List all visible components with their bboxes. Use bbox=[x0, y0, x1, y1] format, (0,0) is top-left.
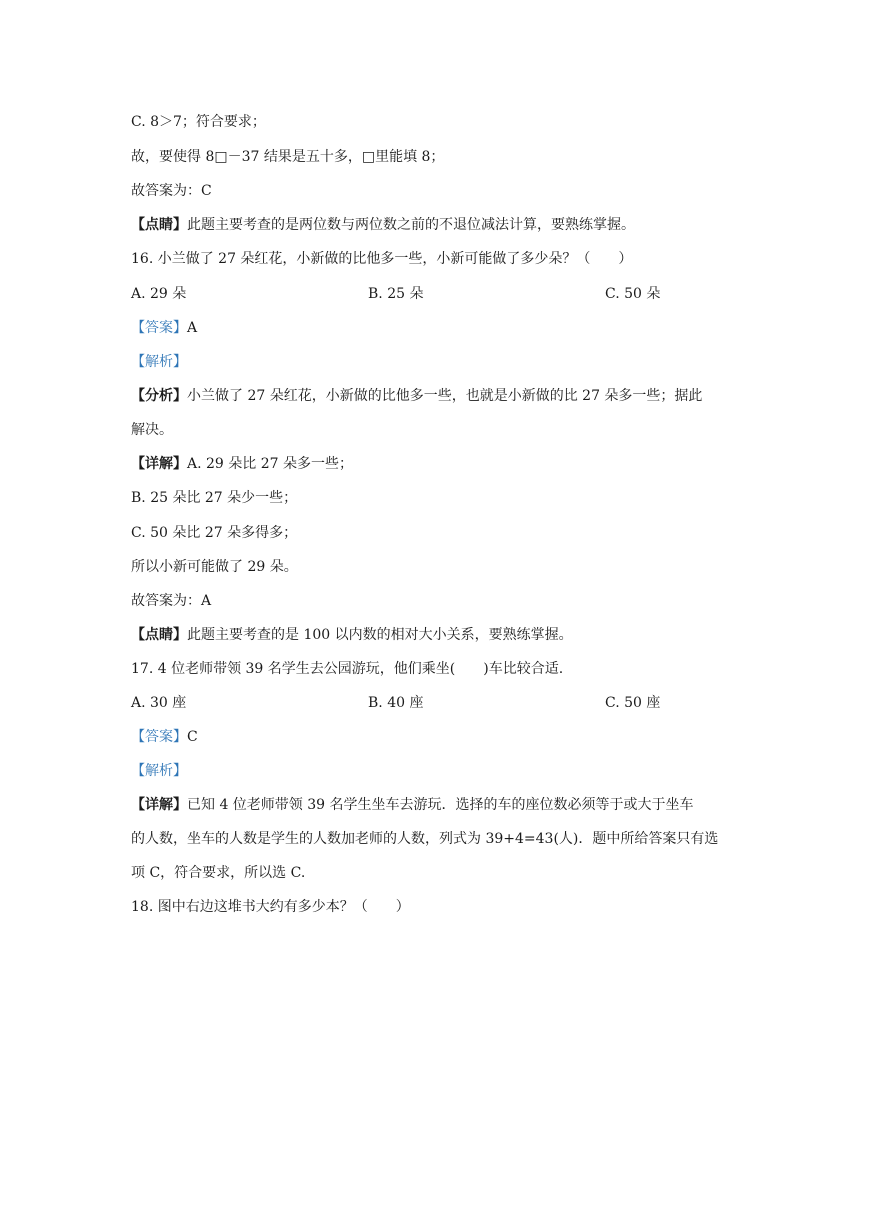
text-line: C. 8＞7；符合要求； bbox=[131, 114, 266, 130]
dianjing-line bbox=[131, 215, 635, 235]
q16-dianjing-line bbox=[131, 625, 573, 645]
text-line: 故答案为：C bbox=[131, 183, 212, 199]
question-16-stem: 16. 小兰做了 27 朵红花，小新做的比他多一些，小新可能做了多少朵？（ ） bbox=[131, 251, 633, 267]
q16-fenxi-line bbox=[131, 386, 702, 406]
xiangjie-text: A. 29 朵比 27 朵多一些； bbox=[187, 456, 353, 472]
q17-analysis-tag: 【解析】 bbox=[131, 763, 187, 779]
q17-xiangjie-line2: 的人数，坐车的人数是学生的人数加老师的人数，列式为 39+4=43(人)．题中所给答案只有选 bbox=[131, 831, 719, 847]
q16-analysis-tag: 【解析】 bbox=[131, 354, 187, 370]
dianjing-text: 此题主要考查的是两位数与两位数之前的不退位减法计算，要熟练掌握。 bbox=[187, 217, 635, 233]
q16-answer-line bbox=[131, 318, 197, 338]
dianjing-tag: 【点睛】 bbox=[131, 627, 187, 643]
question-17-stem: 17. 4 位老师带领 39 名学生去公园游玩，他们乘坐( )车比较合适. bbox=[131, 661, 564, 677]
xiangjie-text: 已知 4 位老师带领 39 名学生坐车去游玩．选择的车的座位数必须等于或大于坐车 bbox=[187, 797, 694, 813]
q16-conclusion: 所以小新可能做了 29 朵。 bbox=[131, 559, 298, 575]
dianjing-tag: 【点睛】 bbox=[131, 217, 187, 233]
xiangjie-tag: 【详解】 bbox=[131, 456, 187, 472]
q16-fenxi-line2: 解决。 bbox=[131, 422, 173, 438]
q16-final-answer: 故答案为：A bbox=[131, 593, 212, 609]
q17-answer-line bbox=[131, 727, 198, 747]
answer-tag: 【答案】 bbox=[131, 729, 187, 745]
question-18-stem: 18. 图中右边这堆书大约有多少本？（ ） bbox=[131, 899, 410, 915]
q16-xiangjie-b: B. 25 朵比 27 朵少一些； bbox=[131, 490, 298, 506]
dianjing-text: 此题主要考查的是 100 以内数的相对大小关系，要熟练掌握。 bbox=[187, 627, 573, 643]
q16-option-a: A. 29 朵 bbox=[131, 286, 187, 302]
q17-xiangjie-line3: 项 C，符合要求，所以选 C. bbox=[131, 865, 306, 881]
q17-option-b: B. 40 座 bbox=[368, 695, 424, 711]
q17-option-c: C. 50 座 bbox=[605, 695, 661, 711]
q16-xiangjie-line bbox=[131, 454, 353, 474]
q16-xiangjie-c: C. 50 朵比 27 朵多得多； bbox=[131, 525, 298, 541]
answer-tag: 【答案】 bbox=[131, 320, 187, 336]
answer-value: C bbox=[187, 729, 198, 745]
fenxi-tag: 【分析】 bbox=[131, 388, 187, 404]
q17-option-a: A. 30 座 bbox=[131, 695, 187, 711]
xiangjie-tag: 【详解】 bbox=[131, 797, 187, 813]
q16-option-c: C. 50 朵 bbox=[605, 286, 661, 302]
text-line: 故，要使得 8□－37 结果是五十多，□里能填 8； bbox=[131, 149, 445, 165]
answer-value: A bbox=[187, 320, 198, 336]
q16-option-b: B. 25 朵 bbox=[368, 286, 424, 302]
fenxi-text: 小兰做了 27 朵红花，小新做的比他多一些，也就是小新做的比 27 朵多一些；据此 bbox=[187, 388, 703, 404]
q17-xiangjie-line bbox=[131, 795, 694, 815]
